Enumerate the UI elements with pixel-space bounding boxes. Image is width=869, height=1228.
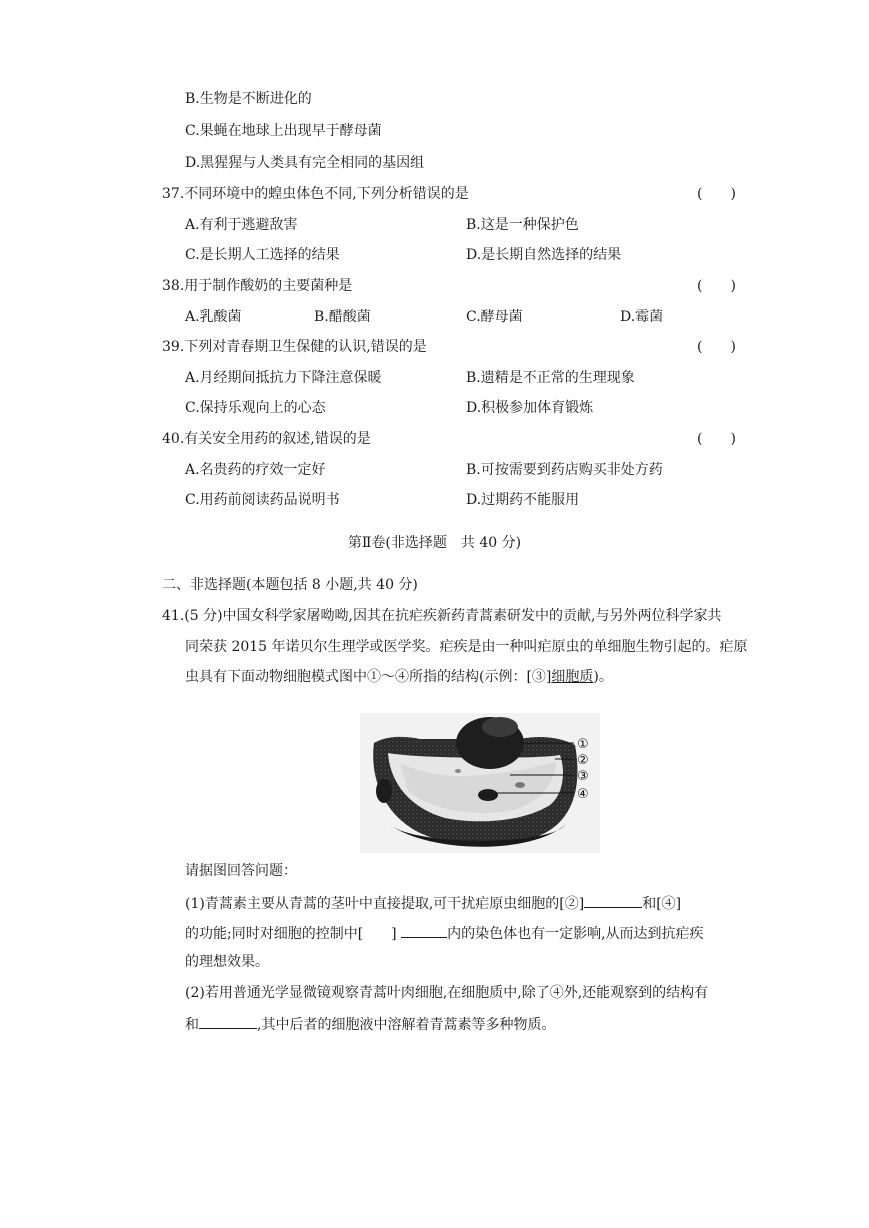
figure-label-2: ②: [577, 753, 589, 768]
q41-line1: 41.(5 分)中国女科学家屠呦呦,因其在抗疟疾新药青蒿素研发中的贡献,与另外两位科学家共: [162, 608, 722, 624]
q41-example-answer: 细胞质: [551, 669, 594, 685]
q39-stem: 39.下列对青春期卫生保健的认识,错误的是: [162, 339, 427, 355]
q41-line3-post: )。: [593, 669, 613, 685]
answer-blank-3[interactable]: [199, 1013, 257, 1029]
q39-option-a: A.月经期间抵抗力下降注意保暖: [185, 370, 382, 386]
q40-option-b: B.可按需要到药店购买非处方药: [466, 462, 663, 478]
q38-option-a: A.乳酸菌: [185, 309, 242, 325]
answer-blank-2[interactable]: [401, 922, 447, 938]
q41-part1-line3: 的理想效果。: [185, 954, 269, 970]
q38-stem: 38.用于制作酸奶的主要菌种是: [162, 278, 353, 294]
q36-option-c: C.果蝇在地球上出现早于酵母菌: [185, 123, 382, 139]
q39-answer-paren: ( ): [697, 339, 736, 355]
q41-part1-text-d: 内的染色体也有一定影响,从而达到抗疟疾: [447, 926, 704, 942]
q39-option-c: C.保持乐观向上的心态: [185, 400, 326, 416]
q41-part2-line2: [185, 1013, 555, 1035]
q37-option-d: D.是长期自然选择的结果: [466, 247, 622, 263]
q37-stem: 37.不同环境中的蝗虫体色不同,下列分析错误的是: [162, 186, 469, 202]
q37-option-a: A.有利于逃避敌害: [185, 217, 298, 233]
q41-line2: 同荣获 2015 年诺贝尔生理学或医学奖。疟疾是由一种叫疟原虫的单细胞生物引起的。疟原: [185, 639, 748, 655]
q41-line3: [185, 667, 613, 687]
q40-option-c: C.用药前阅读药品说明书: [185, 492, 340, 508]
q37-option-b: B.这是一种保护色: [466, 217, 579, 233]
q37-option-c: C.是长期人工选择的结果: [185, 247, 340, 263]
q41-part1-line2: [185, 922, 704, 944]
q40-stem: 40.有关安全用药的叙述,错误的是: [162, 431, 371, 447]
figure-label-3: ③: [577, 769, 589, 784]
answer-blank-1[interactable]: [584, 892, 642, 908]
q41-part1-text-a: (1)青蒿素主要从青蒿的茎叶中直接提取,可干扰疟原虫细胞的[②]: [185, 896, 585, 912]
part2-heading: 二、非选择题(本题包括 8 小题,共 40 分): [162, 577, 418, 593]
q41-part1-text-c: 的功能;同时对细胞的控制中[ ]: [185, 926, 397, 942]
figure-label-1: ①: [577, 737, 589, 752]
q41-part1-text-b: 和[④]: [642, 896, 682, 912]
q39-option-b: B.遗精是不正常的生理现象: [466, 370, 635, 386]
cell-diagram-image: [360, 713, 600, 853]
figure-label-4: ④: [577, 787, 589, 802]
q36-option-d: D.黑猩猩与人类具有完全相同的基因组: [185, 155, 425, 171]
q41-part2-text-a: 和: [185, 1017, 199, 1033]
q41-line3-pre: 虫具有下面动物细胞模式图中①～④所指的结构(示例：[③]: [185, 669, 552, 685]
q37-answer-paren: ( ): [697, 186, 736, 202]
q41-part1-line1: [185, 892, 681, 914]
q40-option-a: A.名贵药的疗效一定好: [185, 462, 326, 478]
q38-answer-paren: ( ): [697, 278, 736, 294]
q38-option-c: C.酵母菌: [466, 309, 523, 325]
q38-option-b: B.醋酸菌: [314, 309, 371, 325]
q40-option-d: D.过期药不能服用: [466, 492, 580, 508]
q39-option-d: D.积极参加体育锻炼: [466, 400, 594, 416]
q41-prompt: 请据图回答问题：: [185, 863, 297, 879]
q41-part2-line1: (2)若用普通光学显微镜观察青蒿叶肉细胞,在细胞质中,除了④外,还能观察到的结构有: [185, 985, 709, 1001]
animal-cell-diagram: [360, 713, 600, 853]
q36-option-b: B.生物是不断进化的: [185, 91, 312, 107]
q41-part2-text-b: ,其中后者的细胞液中溶解着青蒿素等多种物质。: [257, 1017, 556, 1033]
q38-option-d: D.霉菌: [620, 309, 664, 325]
section2-title: 第Ⅱ卷(非选择题 共 40 分): [347, 535, 522, 551]
q40-answer-paren: ( ): [697, 431, 736, 447]
